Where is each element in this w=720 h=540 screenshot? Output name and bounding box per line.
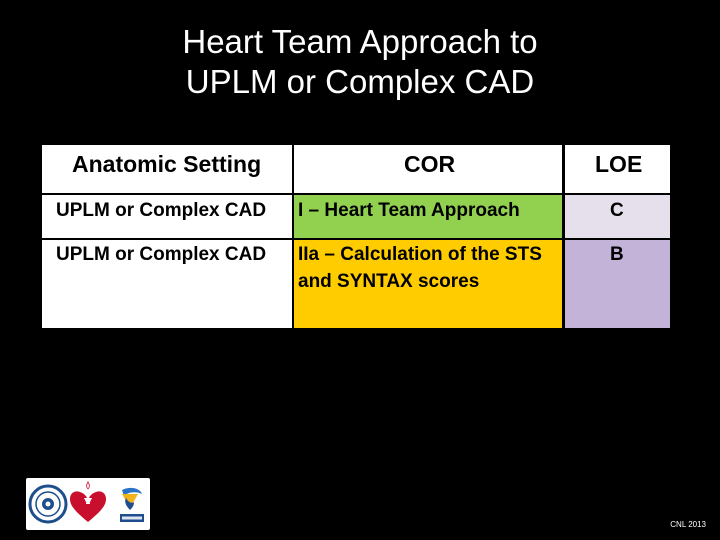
header-cor-label: COR: [404, 151, 456, 177]
table-row-1-setting: [42, 195, 292, 238]
recommendation-table: [42, 145, 672, 330]
header-cor: [294, 145, 562, 193]
acc-seal-icon: [30, 486, 66, 522]
scai-icon: [120, 488, 144, 522]
table-row-2-loe: [565, 240, 670, 328]
table-row-1-loe: [565, 195, 670, 238]
slide-title: [0, 22, 720, 102]
header-loe-label: LOE: [595, 151, 643, 177]
row-2-cor-text-line-1: IIa – Calculation of the STS: [298, 244, 542, 265]
table-row-2-cor: [294, 240, 562, 328]
header-anatomic-setting-label: Anatomic Setting: [72, 151, 262, 177]
row-1-setting-text: UPLM or Complex CAD: [56, 200, 267, 221]
row-2-cor-text-line-2: and SYNTAX scores: [298, 271, 480, 292]
slide-title-line-1: Heart Team Approach to: [182, 23, 538, 60]
society-logos: [26, 478, 150, 530]
slide-title-line-2: UPLM or Complex CAD: [185, 63, 535, 100]
header-loe: [565, 145, 670, 193]
row-1-loe-text: C: [610, 200, 624, 221]
table-row-2-setting: [42, 240, 292, 328]
footer-credit: CNL 2013: [670, 520, 706, 529]
row-1-cor-text: I – Heart Team Approach: [298, 200, 520, 221]
table-row-1-cor: [294, 195, 562, 238]
header-anatomic-setting: [42, 145, 292, 193]
row-2-loe-text: B: [610, 244, 624, 265]
row-2-setting-text: UPLM or Complex CAD: [56, 244, 267, 265]
aha-heart-torch-icon: [70, 482, 106, 522]
